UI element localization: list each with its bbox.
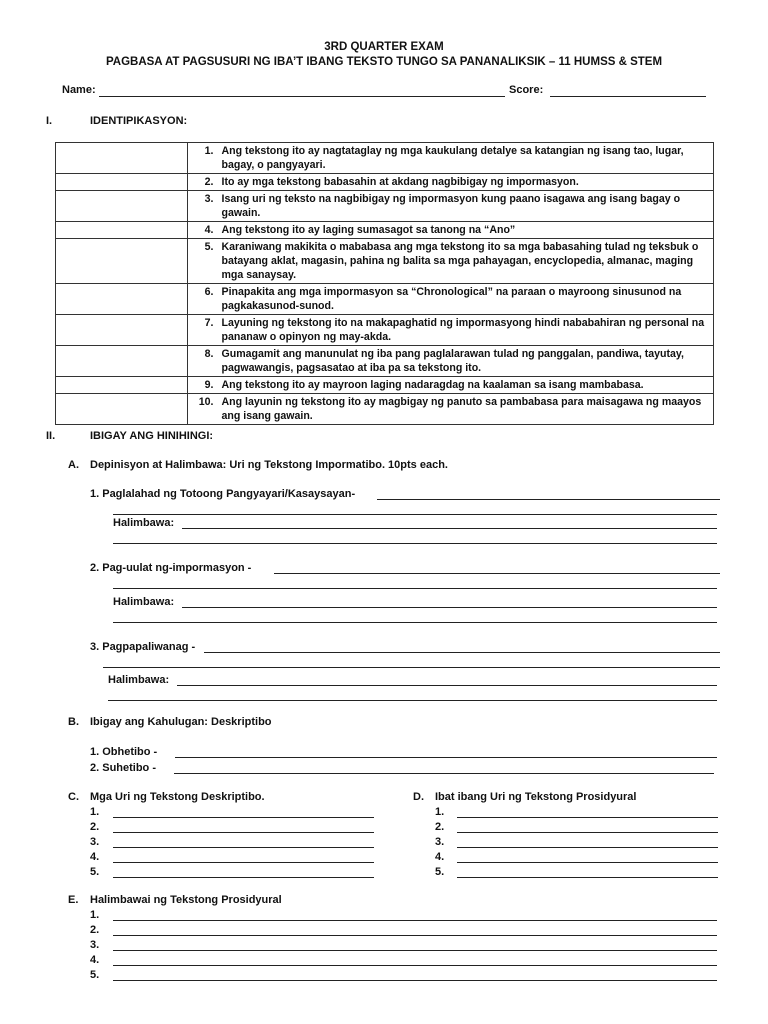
section1-numeral: I. <box>46 115 53 127</box>
answer-line[interactable] <box>113 877 374 878</box>
answer-cell[interactable] <box>56 239 188 284</box>
a-item1-example-line[interactable] <box>182 528 717 529</box>
list-number: 5. <box>90 969 100 981</box>
item-number: 5. <box>188 239 220 284</box>
answer-line[interactable] <box>457 817 718 818</box>
answer-line[interactable] <box>113 847 374 848</box>
a-item3-line2[interactable] <box>103 667 720 668</box>
table-row <box>56 239 714 284</box>
item-text: Pinapakita ang mga impormasyon sa “Chronological” na paraan o mayroong sinusunod na pagkakasunod-sunod. <box>220 284 714 315</box>
table-row <box>56 315 714 346</box>
item-number: 1. <box>188 143 220 174</box>
part-b-letter: B. <box>68 716 79 728</box>
item-text: Isang uri ng teksto na nagbibigay ng impormasyon kung paano isagawa ang isang bagay o gawain. <box>220 191 714 222</box>
list-number: 5. <box>435 866 445 878</box>
answer-line[interactable] <box>113 832 374 833</box>
part-a-letter: A. <box>68 459 79 471</box>
item-number: 7. <box>188 315 220 346</box>
answer-line[interactable] <box>113 920 717 921</box>
item-text: Ang tekstong ito ay nagtataglay ng mga kaukulang detalye sa katangian ng isang tao, lugar, bagay, o pangyayari. <box>220 143 714 174</box>
answer-cell[interactable] <box>56 377 188 394</box>
list-number: 2. <box>90 821 100 833</box>
list-number: 3. <box>90 836 100 848</box>
answer-line[interactable] <box>113 950 717 951</box>
section1-title: IDENTIPIKASYON: <box>90 115 188 127</box>
list-number: 2. <box>435 821 445 833</box>
answer-cell[interactable] <box>56 315 188 346</box>
answer-cell[interactable] <box>56 191 188 222</box>
a-item2-example-label: Halimbawa: <box>113 596 175 608</box>
list-number: 1. <box>90 806 100 818</box>
identification-table <box>55 142 714 425</box>
item-number: 4. <box>188 222 220 239</box>
answer-line[interactable] <box>457 877 718 878</box>
exam-title: 3RD QUARTER EXAM <box>324 41 444 53</box>
table-row <box>56 377 714 394</box>
list-number: 5. <box>90 866 100 878</box>
item-number: 9. <box>188 377 220 394</box>
item-text: Ito ay mga tekstong babasahin at akdang nagbibigay ng impormasyon. <box>220 174 714 191</box>
list-number: 2. <box>90 924 100 936</box>
a-item1-example-line2[interactable] <box>113 543 717 544</box>
score-label: Score: <box>509 84 544 96</box>
item-number: 10. <box>188 394 220 425</box>
a-item3-example-line[interactable] <box>177 685 717 686</box>
b-item2-line[interactable] <box>174 773 714 774</box>
a-item1-line[interactable] <box>377 499 720 500</box>
list-number: 4. <box>90 851 100 863</box>
name-label: Name: <box>62 84 96 96</box>
answer-cell[interactable] <box>56 174 188 191</box>
answer-cell[interactable] <box>56 346 188 377</box>
section2-numeral: II. <box>46 430 56 442</box>
a-item3-line[interactable] <box>204 652 720 653</box>
table-row <box>56 394 714 425</box>
part-d-title: Ibat ibang Uri ng Tekstong Prosidyural <box>435 791 637 803</box>
a-item1-label: 1. Paglalahad ng Totoong Pangyayari/Kasaysayan- <box>90 488 356 500</box>
item-number: 6. <box>188 284 220 315</box>
part-c-letter: C. <box>68 791 79 803</box>
a-item2-line[interactable] <box>274 573 720 574</box>
a-item3-label: 3. Pagpapaliwanag - <box>90 641 196 653</box>
table-row <box>56 143 714 174</box>
score-field[interactable] <box>550 96 706 97</box>
a-item3-example-line2[interactable] <box>108 700 717 701</box>
a-item2-example-line[interactable] <box>182 607 717 608</box>
answer-cell[interactable] <box>56 394 188 425</box>
list-number: 1. <box>435 806 445 818</box>
b-item1-label: 1. Obhetibo - <box>90 746 158 758</box>
a-item2-example-line2[interactable] <box>113 622 717 623</box>
name-field[interactable] <box>99 96 505 97</box>
part-b-title: Ibigay ang Kahulugan: Deskriptibo <box>90 716 272 728</box>
answer-line[interactable] <box>113 817 374 818</box>
item-text: Layuning ng tekstong ito na makapaghatid ng impormasyong hindi nababahiran ng personal na pananaw o opinyon ng may-akda. <box>220 315 714 346</box>
list-number: 4. <box>435 851 445 863</box>
answer-line[interactable] <box>457 862 718 863</box>
answer-line[interactable] <box>457 832 718 833</box>
answer-cell[interactable] <box>56 284 188 315</box>
table-row <box>56 174 714 191</box>
a-item2-label: 2. Pag-uulat ng-impormasyon - <box>90 562 252 574</box>
a-item2-line2[interactable] <box>113 588 717 589</box>
part-e-title: Halimbawai ng Tekstong Prosidyural <box>90 894 282 906</box>
part-c-title: Mga Uri ng Tekstong Deskriptibo. <box>90 791 265 803</box>
a-item3-example-label: Halimbawa: <box>108 674 170 686</box>
item-text: Gumagamit ang manunulat ng iba pang paglalarawan tulad ng panggalan, pandiwa, tayutay, pagwawangis, pagsasatao at iba pa sa tekstong ito. <box>220 346 714 377</box>
item-text: Ang layunin ng tekstong ito ay magbigay ng panuto sa pambabasa para maisagawa ng maayos ang isang gawain. <box>220 394 714 425</box>
a-item1-example-label: Halimbawa: <box>113 517 175 529</box>
answer-line[interactable] <box>113 935 717 936</box>
item-text: Karaniwang makikita o mababasa ang mga tekstong ito sa mga babasahing tulad ng teksbuk o batayang aklat, magasin, pahina ng balita sa mga pahayagan, encyclopedia, almanac, maging mga sanaysay. <box>220 239 714 284</box>
list-number: 1. <box>90 909 100 921</box>
table-row <box>56 284 714 315</box>
list-number: 3. <box>90 939 100 951</box>
part-a-title: Depinisyon at Halimbawa: Uri ng Tekstong Impormatibo. 10pts each. <box>90 459 448 471</box>
answer-line[interactable] <box>113 980 717 981</box>
exam-subtitle: PAGBASA AT PAGSUSURI NG IBA’T IBANG TEKSTO TUNGO SA PANANALIKSIK – 11 HUMSS & STEM <box>105 56 663 68</box>
table-row <box>56 191 714 222</box>
b-item2-label: 2. Suhetibo - <box>90 762 156 774</box>
answer-cell[interactable] <box>56 143 188 174</box>
a-item1-line2[interactable] <box>113 514 717 515</box>
item-number: 3. <box>188 191 220 222</box>
answer-cell[interactable] <box>56 222 188 239</box>
answer-line[interactable] <box>113 965 717 966</box>
item-number: 2. <box>188 174 220 191</box>
b-item1-line[interactable] <box>175 757 717 758</box>
table-row <box>56 346 714 377</box>
list-number: 3. <box>435 836 445 848</box>
answer-line[interactable] <box>457 847 718 848</box>
part-e-letter: E. <box>68 894 79 906</box>
item-number: 8. <box>188 346 220 377</box>
section2-title: IBIGAY ANG HINIHINGI: <box>90 430 214 442</box>
item-text: Ang tekstong ito ay laging sumasagot sa tanong na “Ano” <box>220 222 714 239</box>
list-number: 4. <box>90 954 100 966</box>
table-row <box>56 222 714 239</box>
part-d-letter: D. <box>413 791 424 803</box>
item-text: Ang tekstong ito ay mayroon laging nadaragdag na kaalaman sa isang mambabasa. <box>220 377 714 394</box>
answer-line[interactable] <box>113 862 374 863</box>
